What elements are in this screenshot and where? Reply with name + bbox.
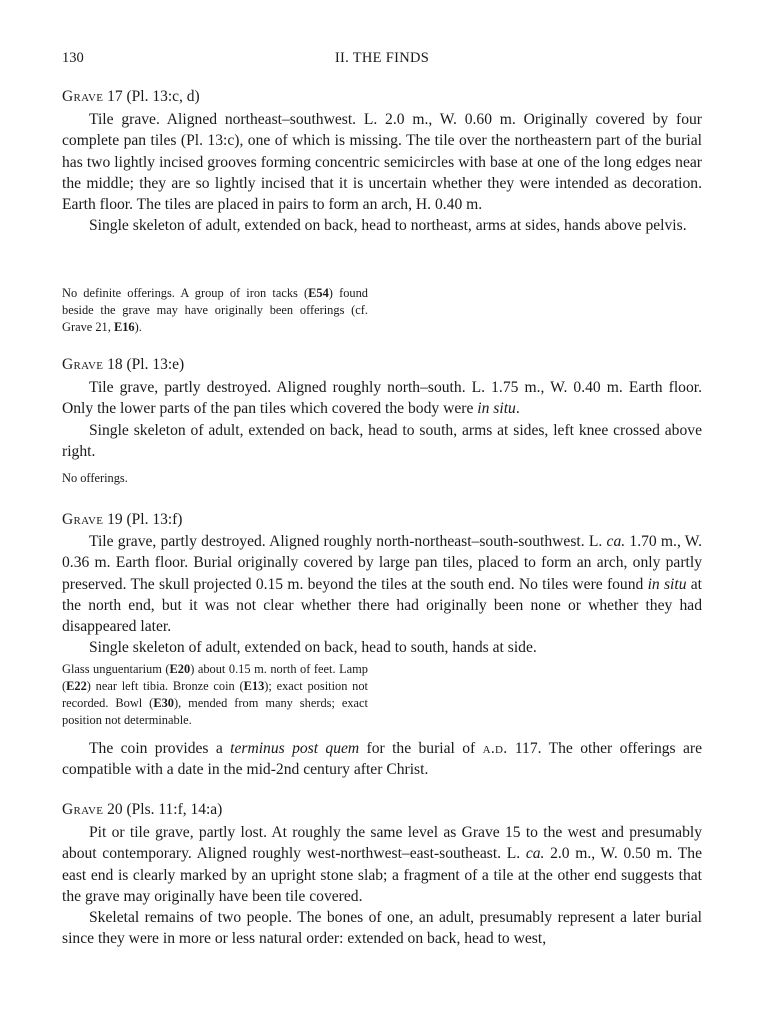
grave-label: Grave — [62, 356, 104, 373]
grave-19-dating — [62, 738, 702, 781]
object-ref: E16 — [113, 320, 135, 334]
grave-20-paragraph-2: Skeletal remains of two people. The bones of one, an adult, presumably represent a later burial since they were in more or less natural order: extended on back, head to west, — [62, 909, 702, 948]
plate-reference: (Pls. 11:f, 14:a) — [126, 801, 223, 818]
grave-19-offerings — [62, 661, 702, 729]
offerings-note: No definite offerings. A group of iron tacks (E54) found beside the grave may have originally been offerings (cf. Grave 21, E16). — [62, 286, 368, 334]
plate-reference: (Pl. 13:c, d) — [126, 88, 200, 105]
offerings-note: No offerings. — [62, 471, 128, 485]
object-ref: E54 — [308, 286, 329, 300]
grave-19-paragraph-2: Single skeleton of adult, extended on back, head to south, hands at side. — [89, 639, 537, 657]
grave-number: 20 — [107, 801, 123, 818]
grave-label: Grave — [62, 801, 104, 818]
grave-18-heading — [62, 355, 702, 375]
object-ref: E13 — [243, 679, 265, 693]
grave-19-paragraph-3: The coin provides a terminus post quem for the burial of a.d. 117. The other offerings are compatible with a date in the mid-2nd century after Christ. — [62, 740, 702, 779]
grave-label: Grave — [62, 511, 104, 528]
grave-17-paragraph-2: Single skeleton of adult, extended on back, head to northeast, arms at sides, hands above pelvis. — [89, 217, 687, 235]
grave-number: 18 — [107, 356, 123, 373]
grave-18-paragraph-1: Tile grave, partly destroyed. Aligned roughly north–south. L. 1.75 m., W. 0.40 m. Earth floor. Only the lower parts of the pan tiles which covered the body were in situ. — [62, 379, 702, 418]
grave-label: Grave — [62, 88, 104, 105]
grave-17-body — [62, 109, 702, 237]
object-ref: E22 — [66, 679, 87, 693]
chapter-title: II. THE FINDS — [334, 50, 430, 66]
grave-19-body — [62, 531, 702, 659]
running-head — [62, 50, 702, 70]
object-ref: E20 — [169, 662, 191, 676]
offerings-note: Glass unguentarium (E20) about 0.15 m. north of feet. Lamp (E22) near left tibia. Bronze coin (E13); exact position not recorded. Bowl (E30), mended from many sherds; exact position not determinable. — [62, 662, 369, 727]
plate-reference: (Pl. 13:e) — [126, 356, 185, 373]
grave-20-paragraph-1: Pit or tile grave, partly lost. At roughly the same level as Grave 15 to the west and presumably about contemporary. Aligned roughly west-northwest–east-southeast. L. ca. 2.0 m., W. 0.50 m. The east end is clearly marked by an upright stone slab; a fragment of a tile at the other end suggests that the grave may originally have been tile covered. — [62, 824, 702, 905]
grave-18-body — [62, 377, 702, 462]
grave-20-body — [62, 822, 702, 950]
grave-19-paragraph-1: Tile grave, partly destroyed. Aligned roughly north-northeast–south-southwest. L. ca. 1.70 m., W. 0.36 m. Earth floor. Burial originally covered by large pan tiles, placed to form an arch, only partly preserved. The skull projected 0.15 m. beyond the tiles at the south end. No tiles were found in situ at the north end, but it was not clear whether there had originally been none or whether they had disappeared later. — [62, 533, 703, 636]
grave-17-offerings — [62, 285, 702, 336]
grave-18-offerings — [62, 470, 702, 487]
grave-19-heading — [62, 510, 702, 530]
grave-number: 17 — [107, 88, 123, 105]
grave-20-heading — [62, 800, 702, 820]
page-number: 130 — [62, 50, 84, 66]
grave-17-heading — [62, 87, 702, 107]
object-ref: E30 — [153, 696, 174, 710]
grave-17-paragraph-1: Tile grave. Aligned northeast–southwest. L. 2.0 m., W. 0.60 m. Originally covered by four complete pan tiles (Pl. 13:c), one of which is missing. The tile over the northeastern part of the burial has two lightly incised grooves forming concentric semicircles with base at one of the long edges near the middle; they are so lightly incised that it is uncertain whether they were intended as decoration. Earth floor. The tiles are placed in pairs to form an arch, H. 0.40 m. — [62, 111, 702, 214]
grave-18-paragraph-2: Single skeleton of adult, extended on back, head to south, arms at sides, left knee crossed above right. — [62, 421, 702, 460]
grave-number: 19 — [107, 511, 123, 528]
plate-reference: (Pl. 13:f) — [126, 511, 183, 528]
